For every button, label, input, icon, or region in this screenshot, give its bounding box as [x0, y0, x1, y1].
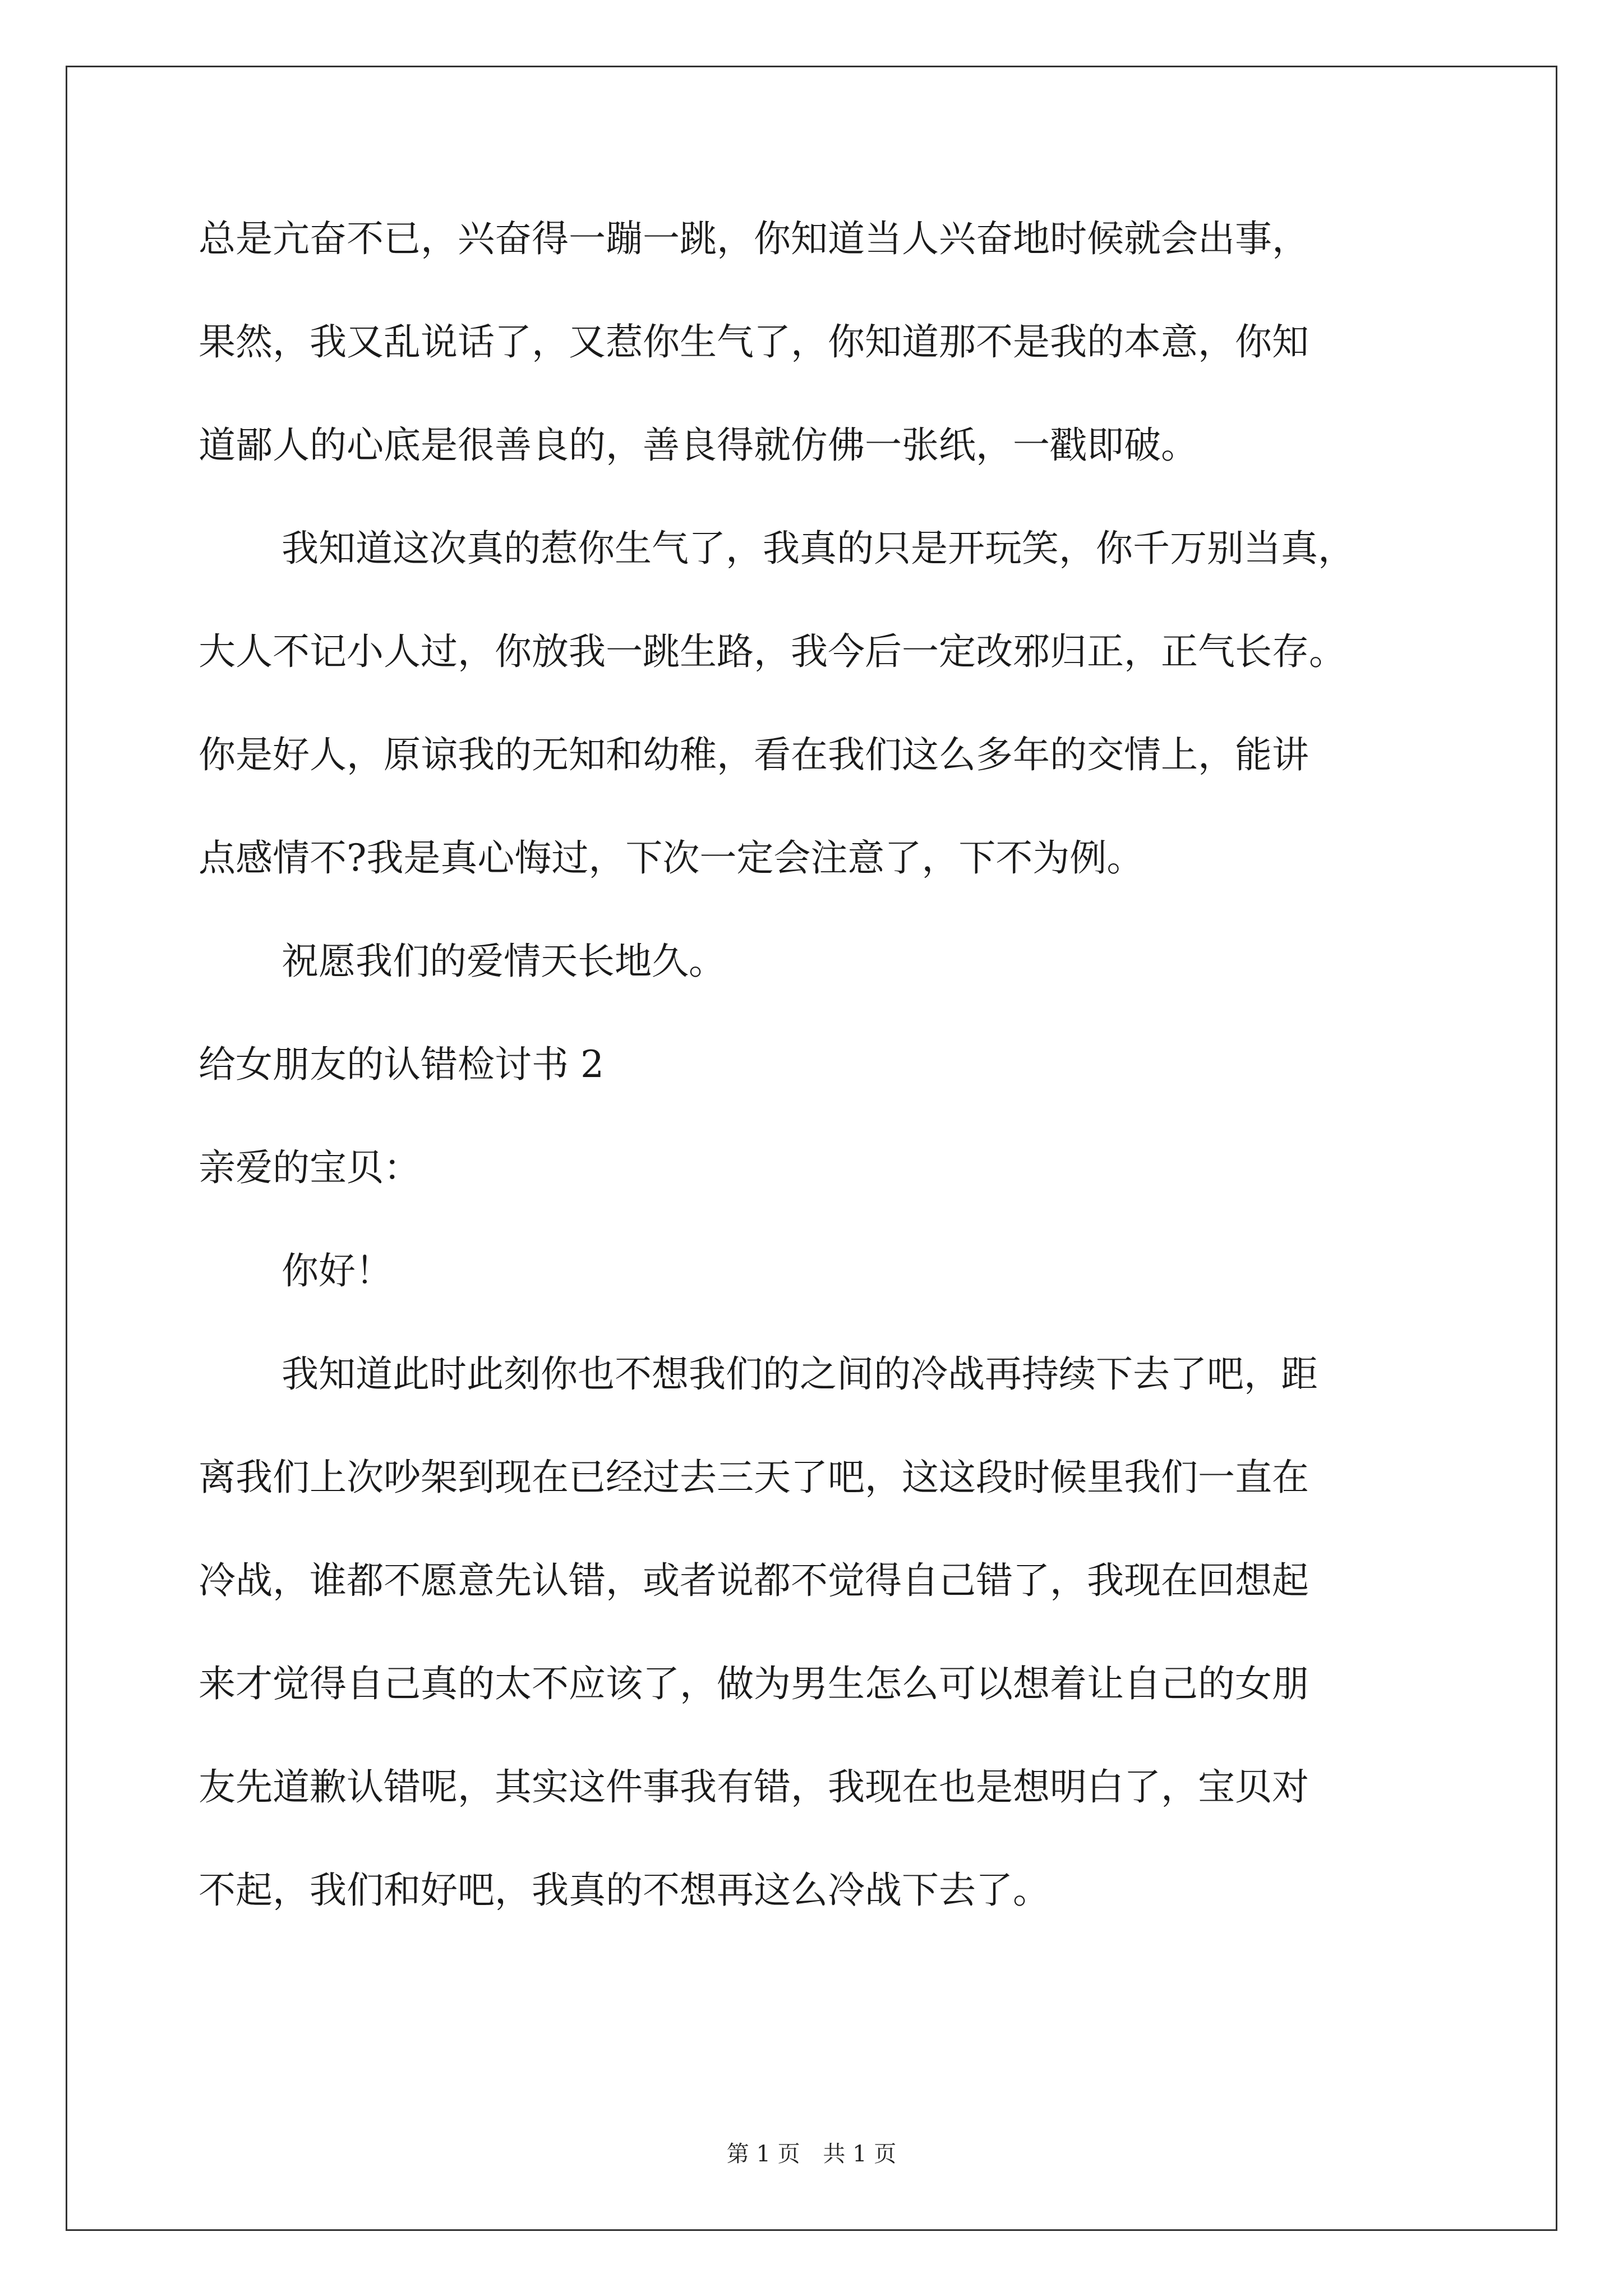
salutation: 亲爱的宝贝：: [199, 1146, 421, 1189]
document-body: [199, 213, 1432, 1968]
section-heading: 给女朋友的认错检讨书 2: [199, 1043, 604, 1086]
text-line: 果然，我又乱说话了，又惹你生气了，你知道那不是我的本意，你知: [199, 320, 1309, 364]
text-line: 点感情不?我是真心悔过，下次一定会注意了，下不为例。: [199, 836, 1144, 880]
text-line: 友先道歉认错呢，其实这件事我有错，我现在也是想明白了，宝贝对: [199, 1765, 1309, 1809]
text-line: 道鄙人的心底是很善良的，善良得就仿佛一张纸，一戳即破。: [199, 424, 1198, 467]
greeting: 你好！: [282, 1249, 393, 1292]
text-line: 总是亢奋不已，兴奋得一蹦一跳，你知道当人兴奋地时候就会出事，: [199, 217, 1309, 260]
text-line: 我知道此时此刻你也不想我们的之间的冷战再持续下去了吧，距: [282, 1352, 1318, 1396]
page-total: 共 1 页: [823, 2141, 897, 2167]
text-line: 祝愿我们的爱情天长地久。: [282, 940, 726, 983]
text-line: 我知道这次真的惹你生气了，我真的只是开玩笑，你千万别当真，: [282, 527, 1355, 570]
page-number: 第 1 页: [726, 2141, 800, 2167]
text-line: 冷战，谁都不愿意先认错，或者说都不觉得自己错了，我现在回想起: [199, 1559, 1309, 1602]
text-line: 不起，我们和好吧，我真的不想再这么冷战下去了。: [199, 1869, 1050, 1912]
text-line: 大人不记小人过，你放我一跳生路，我今后一定改邪归正，正气长存。: [199, 630, 1346, 673]
text-line: 你是好人，原谅我的无知和幼稚，看在我们这么多年的交情上，能讲: [199, 733, 1309, 776]
text-line: 离我们上次吵架到现在已经过去三天了吧，这这段时候里我们一直在: [199, 1456, 1309, 1499]
text-line: 来才觉得自己真的太不应该了，做为男生怎么可以想着让自己的女朋: [199, 1662, 1309, 1705]
page-footer: [0, 2136, 1623, 2168]
